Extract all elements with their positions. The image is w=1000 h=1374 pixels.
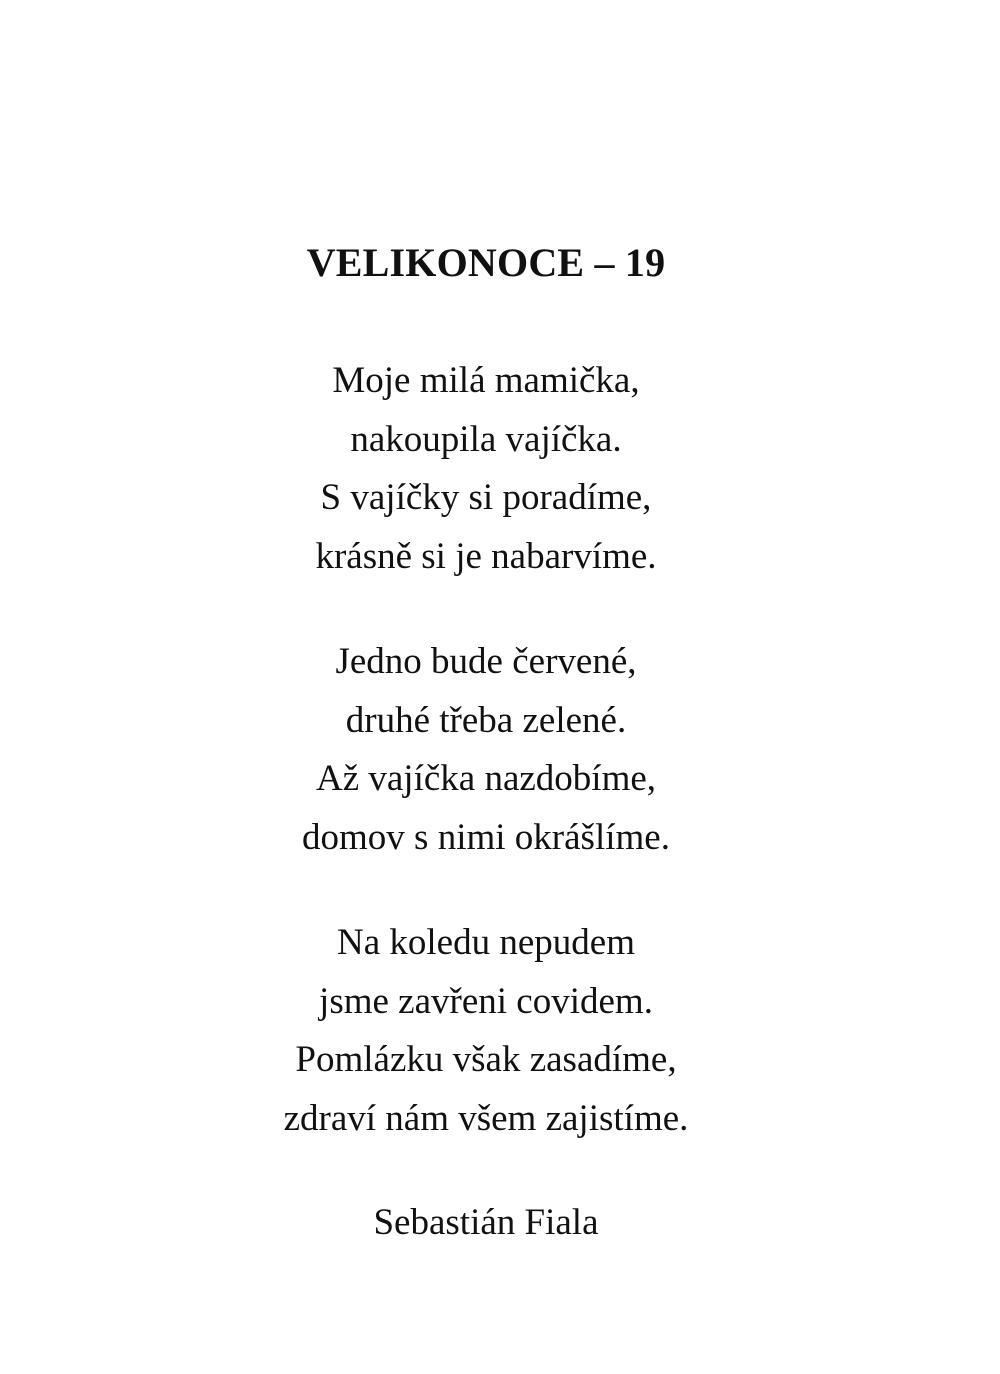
stanza-1: [0, 352, 972, 586]
poem-line: krásně si je nabarvíme.: [315, 535, 657, 577]
poem-line: S vajíčky si poradíme,: [320, 477, 652, 518]
poem-line: Pomlázku však zasadíme,: [295, 1039, 677, 1080]
poem-line: Moje milá mamička,: [332, 360, 640, 401]
poem-line: domov s nimi okrášlíme.: [302, 816, 670, 858]
poem-line: zdraví nám všem zajistíme.: [283, 1097, 689, 1139]
poem-line: Až vajíčka nazdobíme,: [315, 758, 657, 799]
poem-line: Na koledu nepudem: [337, 922, 635, 963]
poem-line: druhé třeba zelené.: [345, 699, 627, 741]
stanza-3: [0, 914, 972, 1148]
poem-line: jsme zavřeni covidem.: [319, 980, 653, 1022]
stanza-2: [0, 633, 972, 867]
poem-line: nakoupila vajíčka.: [350, 418, 622, 460]
poem-author: Sebastián Fiala: [373, 1202, 599, 1243]
poem-title: VELIKONOCE – 19: [306, 240, 666, 285]
poem-line: Jedno bude červené,: [335, 641, 637, 682]
